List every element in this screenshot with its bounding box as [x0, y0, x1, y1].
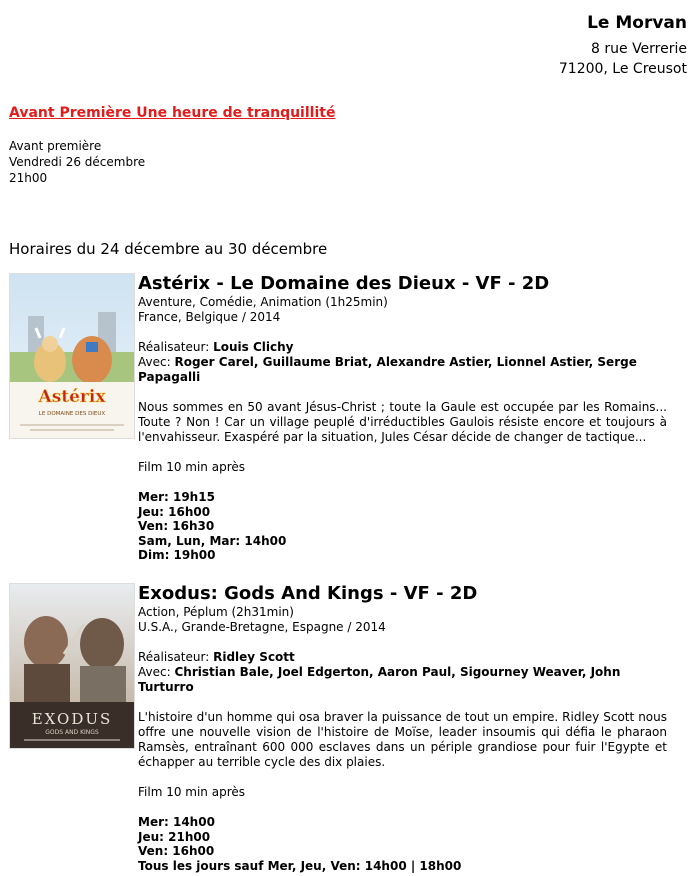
movie-cast [138, 665, 667, 695]
avant-premiere-date: Vendredi 26 décembre [9, 155, 146, 169]
address-line-2: 71200, Le Creusot [558, 61, 687, 77]
movie-synopsis: Nous sommes en 50 avant Jésus-Christ ; toute la Gaule est occupée par les Romains... Toute ? Non ! Car un village peuplé d'irréductibles Gaulois résiste encore et toujours à l'envahisseur. Exaspéré par la situation, Jules César décide de changer de tactique... [138, 400, 667, 444]
movie-poster-image [9, 583, 135, 749]
showtime: Ven: 16h30 [138, 519, 215, 533]
movie-cast [138, 355, 667, 385]
avant-premiere-time: 21h00 [9, 171, 48, 185]
cinema-address [559, 39, 687, 79]
movie-title: Exodus: Gods And Kings - VF - 2D [138, 583, 478, 604]
avant-premiere-link[interactable]: Avant Première Une heure de tranquillité [9, 105, 336, 121]
movie-info [138, 583, 667, 873]
showtime: Mer: 14h00 [138, 815, 215, 829]
avant-premiere-info [9, 138, 145, 186]
movie-director [138, 650, 667, 665]
cinema-name: Le Morvan [587, 13, 687, 33]
showtimes [138, 490, 667, 563]
director-name: Ridley Scott [213, 650, 295, 664]
movie-info [138, 273, 667, 563]
showtime: Dim: 19h00 [138, 548, 216, 562]
poster-title-text: EXODUS [31, 710, 113, 728]
movie-director [138, 340, 667, 355]
showtimes [138, 815, 667, 873]
cast-names: Roger Carel, Guillaume Briat, Alexandre Astier, Lionnel Astier, Serge Papagalli [138, 355, 637, 384]
movie-note: Film 10 min après [138, 460, 246, 474]
cinema-header [559, 12, 687, 79]
director-label: Réalisateur: [138, 340, 210, 354]
showtime: Jeu: 21h00 [138, 829, 211, 844]
showtime: Ven: 16h00 [138, 844, 215, 858]
movie-synopsis: L'histoire d'un homme qui osa braver la puissance de tout un empire. Ridley Scott nous offre une nouvelle vision de l'histoire de Moïse, leader insoumis qui défia le pharaon Ramsès, entraînant 600 000 esclaves dans un périple grandiose pour fuir l'Egypte et échapper au terrible cycle des dix plaies. [138, 710, 667, 769]
director-label: Réalisateur: [138, 650, 210, 664]
cast-label: Avec: [138, 665, 171, 679]
cast-label: Avec: [138, 355, 171, 369]
showtime: Tous les jours sauf Mer, Jeu, Ven: 14h00 | 18h00 [138, 858, 462, 873]
avant-premiere-label: Avant première [9, 139, 102, 153]
movie-title: Astérix - Le Domaine des Dieux - VF - 2D [138, 273, 550, 294]
director-name: Louis Clichy [213, 340, 294, 354]
movie-note: Film 10 min après [138, 785, 246, 799]
poster-subtitle-text: GODS AND KINGS [45, 729, 99, 736]
movie-country-year: France, Belgique / 2014 [138, 310, 281, 324]
cast-names: Christian Bale, Joel Edgerton, Aaron Paul, Sigourney Weaver, John Turturro [138, 665, 621, 694]
movie-genre: Aventure, Comédie, Animation (1h25min) [138, 295, 388, 309]
address-line-1: 8 rue Verrerie [591, 41, 687, 57]
movie-genre: Action, Péplum (2h31min) [138, 605, 294, 619]
poster-subtitle-text: LE DOMAINE DES DIEUX [38, 411, 106, 417]
showtime: Jeu: 16h00 [138, 504, 211, 519]
movie-country-year: U.S.A., Grande-Bretagne, Espagne / 2014 [138, 620, 386, 634]
movie-poster-image [9, 273, 135, 439]
showtime: Mer: 19h15 [138, 490, 215, 504]
poster-title-text: Astérix [38, 387, 106, 407]
showtime: Sam, Lun, Mar: 14h00 [138, 533, 287, 548]
schedule-title: Horaires du 24 décembre au 30 décembre [9, 240, 328, 258]
